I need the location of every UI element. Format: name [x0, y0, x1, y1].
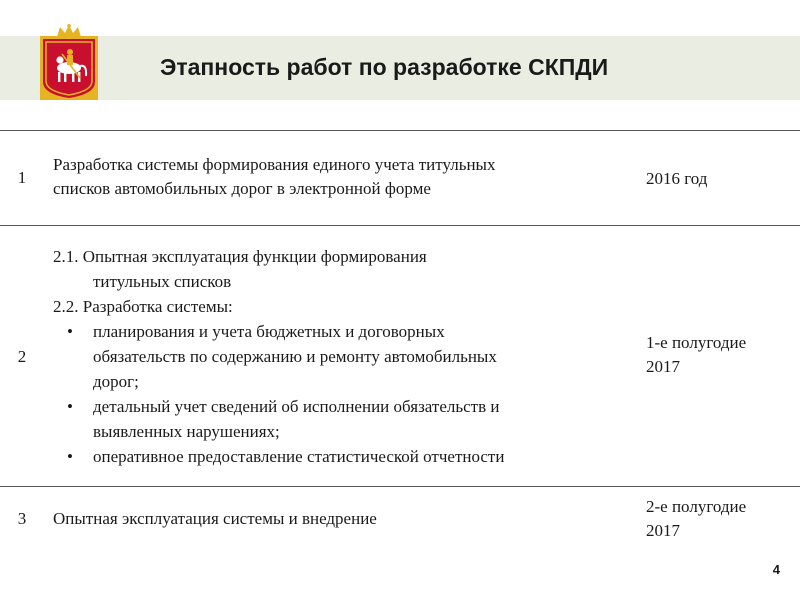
bullet-icon: • — [67, 397, 73, 416]
row-number: 3 — [17, 509, 27, 528]
term-line: 1-е полугодие — [646, 333, 747, 352]
description-line: списков автомобильных дорог в электронной форме — [53, 179, 431, 198]
sub-item-2-1-continuation: титульных списков — [93, 272, 232, 291]
table-divider — [0, 130, 800, 131]
list-item-line: оперативное предоставление статистической отчетности — [93, 447, 505, 466]
list-item-line: выявленных нарушениях; — [93, 422, 280, 441]
description-line: Опытная эксплуатация системы и внедрение — [53, 509, 377, 528]
bullet-icon: • — [67, 322, 73, 341]
term-line: 2-е полугодие — [646, 497, 747, 516]
page-number: 4 — [772, 562, 780, 577]
row-term — [646, 495, 746, 543]
row-number: 2 — [17, 347, 27, 366]
sub-item-2-1: 2.1. Опытная эксплуатация функции формирования — [53, 247, 427, 266]
bullet-icon: • — [67, 447, 73, 466]
list-item — [53, 394, 504, 444]
row-description — [53, 507, 377, 531]
description-line: Разработка системы формирования единого учета титульных — [53, 155, 496, 174]
row-term — [646, 167, 707, 191]
row-number: 1 — [17, 168, 27, 187]
term-line: 2016 год — [646, 169, 708, 188]
sub-item-2-2: 2.2. Разработка системы: — [53, 297, 233, 316]
list-item — [53, 444, 504, 469]
list-item — [53, 319, 504, 394]
list-item-line: детальный учет сведений об исполнении обязательств и — [93, 397, 500, 416]
row-description — [53, 153, 495, 201]
list-item-line: дорог; — [93, 372, 139, 391]
table-divider — [0, 486, 800, 487]
term-line: 2017 — [646, 521, 680, 540]
row-description — [53, 244, 504, 469]
list-item-line: планирования и учета бюджетных и договорных — [93, 322, 445, 341]
page-title: Этапность работ по разработке СКПДИ — [160, 54, 609, 80]
table-divider — [0, 225, 800, 226]
row-term — [646, 331, 746, 379]
moscow-oblast-emblem-icon — [40, 24, 98, 100]
list-item-line: обязательств по содержанию и ремонту автомобильных — [93, 347, 497, 366]
term-line: 2017 — [646, 357, 680, 376]
